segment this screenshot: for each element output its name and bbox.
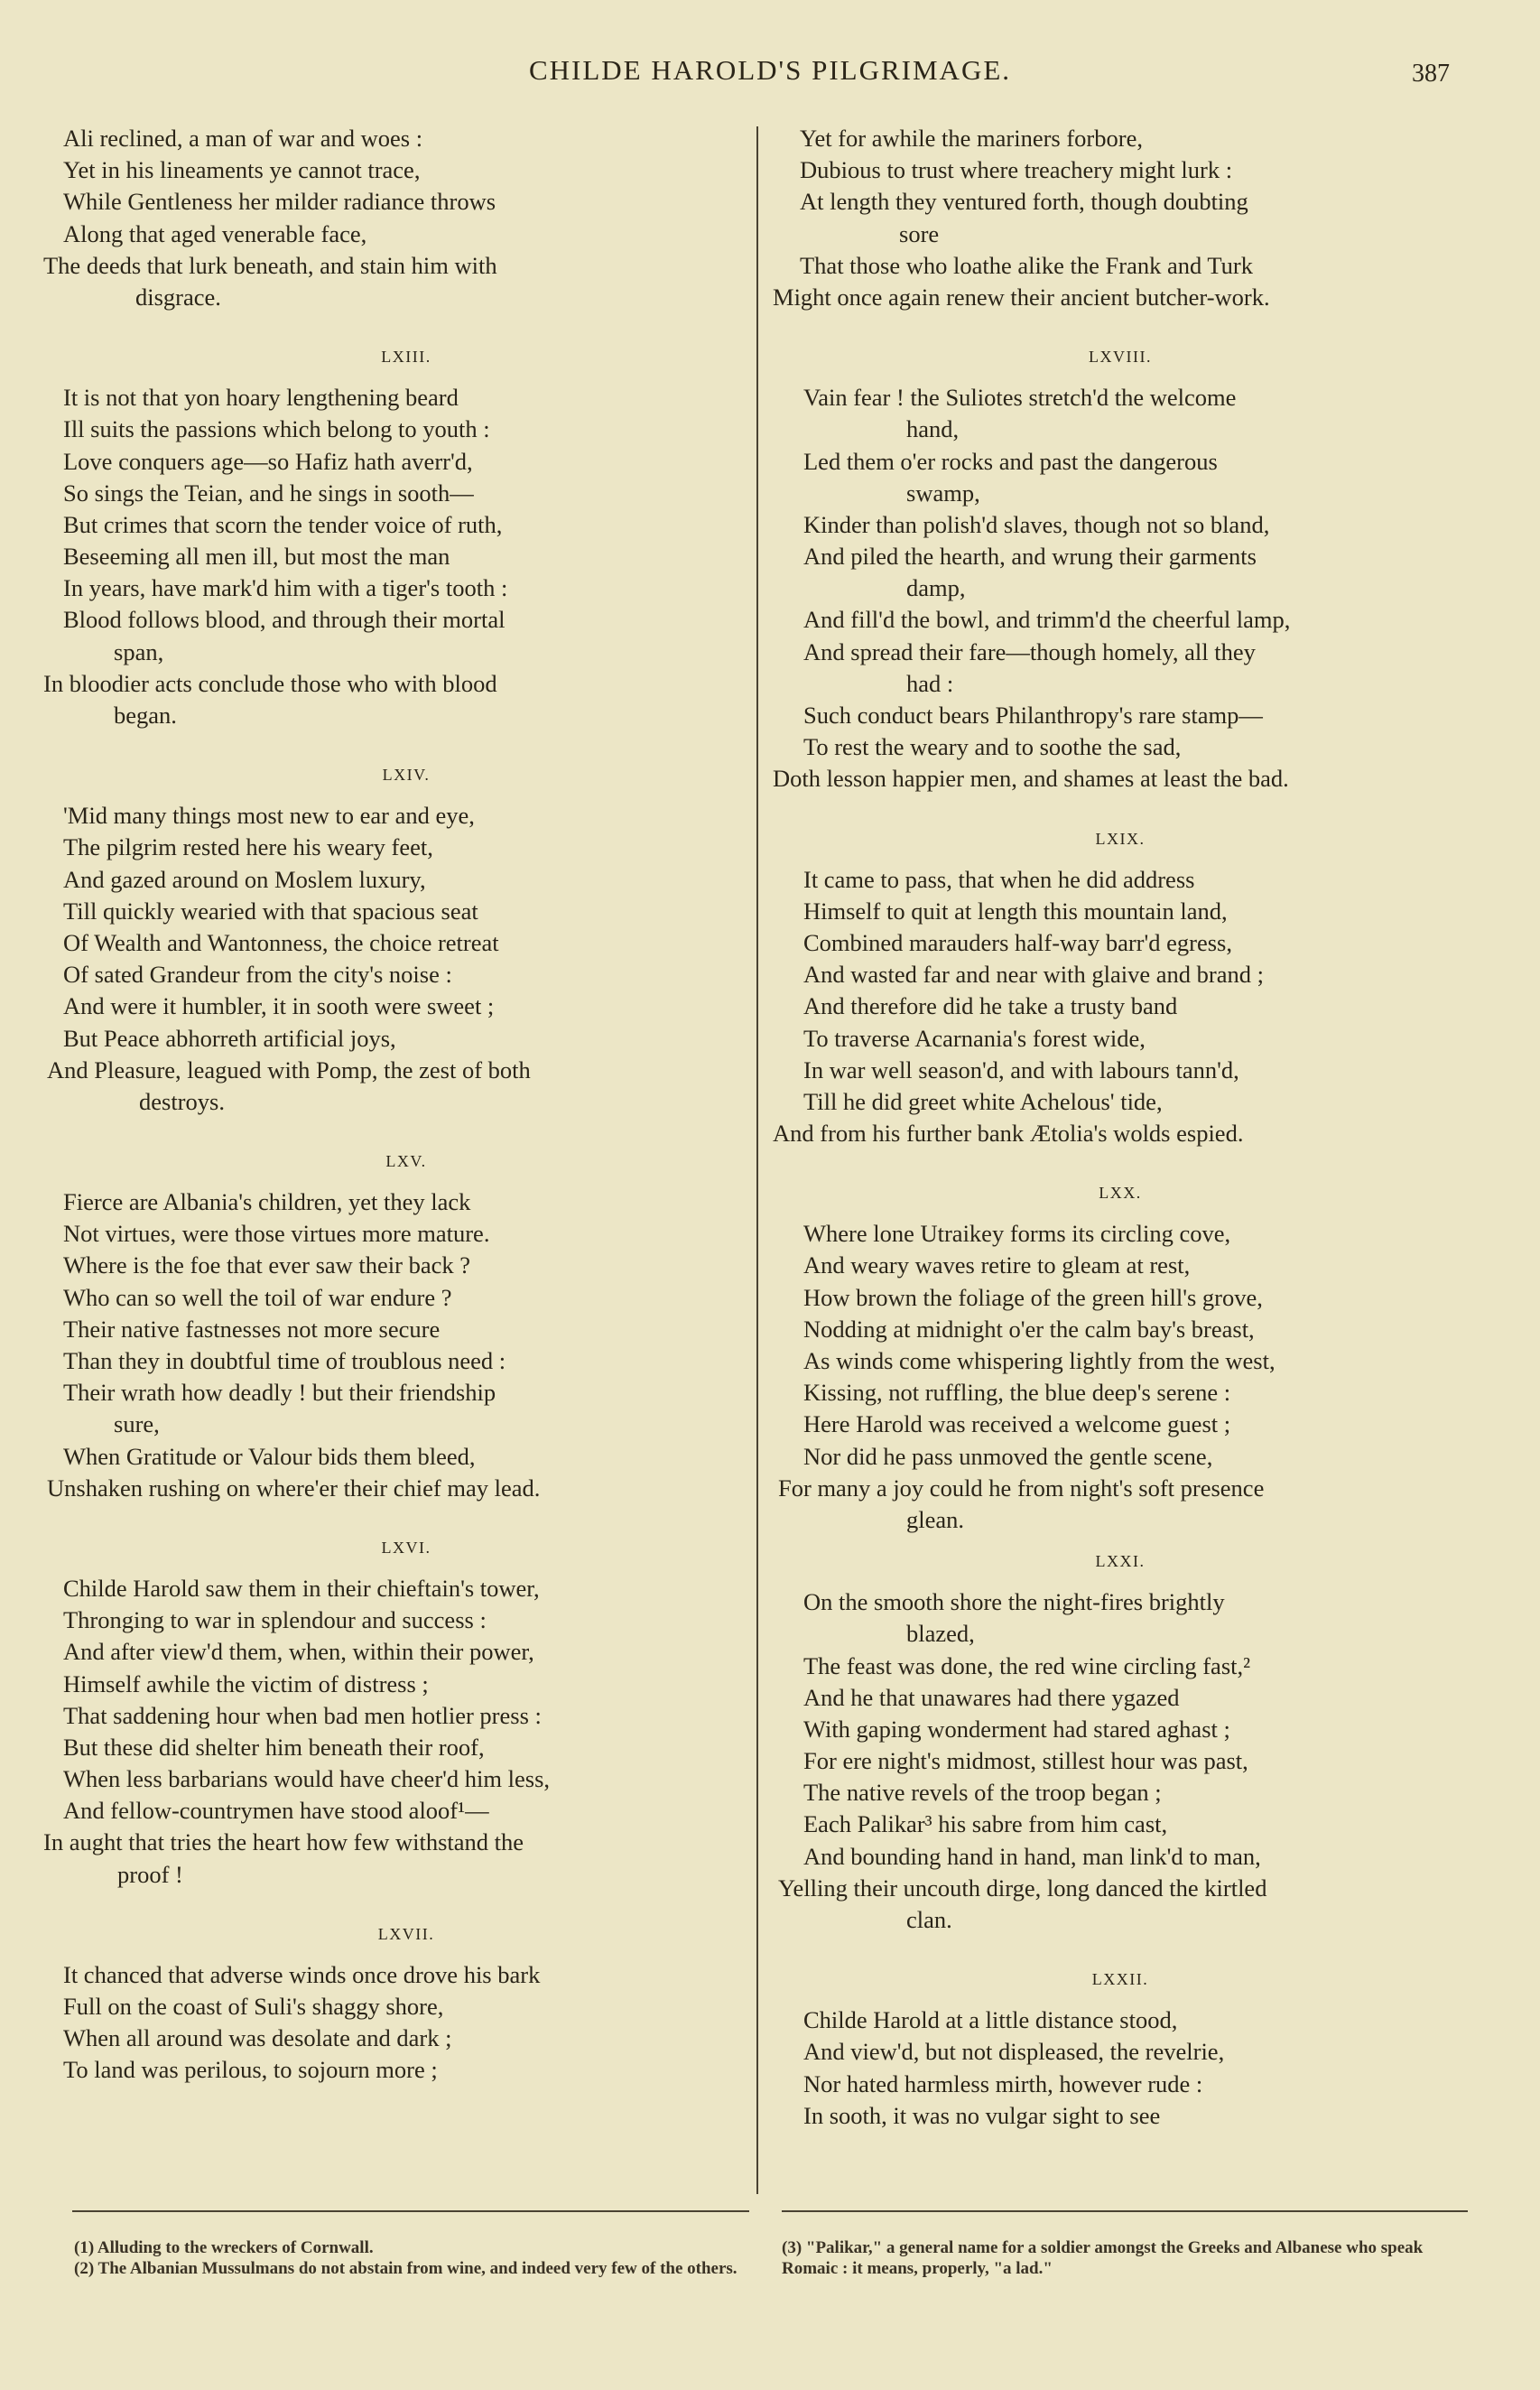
verse-line: Love conquers age—so Hafiz hath averr'd,	[63, 447, 473, 475]
verse-line: clan.	[906, 1906, 952, 1933]
verse-line: had :	[906, 669, 954, 697]
verse-line: Combined marauders half-way barr'd egress,	[803, 928, 1232, 956]
stanza-number: LXVIII.	[1089, 348, 1152, 367]
footnotes-left	[74, 2237, 760, 2279]
verse-line: For many a joy could he from night's soft presence	[778, 1474, 1265, 1502]
verse-line: To land was perilous, to sojourn more ;	[63, 2056, 438, 2084]
verse-line: proof !	[117, 1860, 183, 1888]
stanza-67	[63, 1959, 749, 2087]
verse-line: Not virtues, were those virtues more mature.	[63, 1220, 490, 1248]
verse-line: Full on the coast of Suli's shaggy shore,	[63, 1993, 444, 2020]
verse-line: Yelling their uncouth dirge, long danced the kirtled	[778, 1874, 1267, 1902]
verse-line: And fill'd the bowl, and trimm'd the cheerful lamp,	[803, 606, 1291, 634]
stanza-number: LXV.	[385, 1152, 427, 1171]
verse-line: And he that unawares had there ygazed	[803, 1683, 1180, 1711]
verse-line: It is not that yon hoary lengthening beard	[63, 384, 459, 412]
verse-line: And Pleasure, leagued with Pomp, the zest of both	[47, 1056, 531, 1083]
verse-line: Till he did greet white Achelous' tide,	[803, 1087, 1163, 1115]
verse-line: Their native fastnesses not more secure	[63, 1315, 441, 1343]
stanza-number: LXVI.	[381, 1538, 431, 1557]
verse-line: Each Palikar³ his sabre from him cast,	[803, 1810, 1168, 1838]
footnote-rule-right	[782, 2210, 1468, 2212]
stanza-number: LXIX.	[1095, 829, 1146, 848]
stanza-number: LXXI.	[1095, 1552, 1146, 1571]
verse-line: Of sated Grandeur from the city's noise :	[63, 961, 452, 989]
verse-line: Fierce are Albania's children, yet they lack	[63, 1188, 471, 1216]
verse-line: That saddening hour when bad men hotlier press :	[63, 1701, 542, 1729]
verse-line: Yet in his lineaments ye cannot trace,	[63, 156, 421, 184]
verse-line: Doth lesson happier men, and shames at least the bad.	[773, 765, 1289, 793]
verse-line: And after view'd them, when, within their power,	[63, 1638, 534, 1666]
verse-line: And therefore did he take a trusty band	[803, 992, 1178, 1020]
stanza-number: LXIII.	[381, 348, 431, 367]
verse-line: To traverse Acarnania's forest wide,	[803, 1024, 1146, 1052]
verse-line: Ali reclined, a man of war and woes :	[63, 125, 423, 152]
verse-line: destroys.	[139, 1087, 225, 1115]
verse-line: And weary waves retire to gleam at rest,	[803, 1251, 1191, 1279]
verse-line: And gazed around on Moslem luxury,	[63, 865, 426, 893]
verse-line: Himself awhile the victim of distress ;	[63, 1669, 429, 1697]
verse-line: Here Harold was received a welcome guest ;	[803, 1410, 1231, 1438]
verse-line: But Peace abhorreth artificial joys,	[63, 1024, 396, 1052]
column-divider	[756, 126, 758, 2194]
verse-line: Thronging to war in splendour and success :	[63, 1606, 487, 1634]
verse-line: Such conduct bears Philanthropy's rare stamp—	[803, 702, 1263, 729]
verse-line: And wasted far and near with glaive and brand ;	[803, 961, 1264, 989]
footnote-1: (1) Alluding to the wreckers of Cornwall.	[74, 2238, 374, 2257]
stanza-number: LXVII.	[377, 1924, 435, 1943]
verse-line: The pilgrim rested here his weary feet,	[63, 833, 433, 861]
verse-line: Kinder than polish'd slaves, though not so bland,	[803, 510, 1270, 538]
stanza-65	[47, 1186, 749, 1504]
verse-line: While Gentleness her milder radiance throws	[63, 188, 496, 216]
verse-line: In war well season'd, and with labours tann'd,	[803, 1056, 1239, 1083]
verse-line: Their wrath how deadly ! but their friendship	[63, 1379, 496, 1407]
verse-line: And view'd, but not displeased, the revelrie,	[803, 2038, 1225, 2066]
verse-line: It chanced that adverse winds once drove his bark	[63, 1960, 541, 1988]
right-column	[773, 123, 1468, 2132]
verse-line: hand,	[906, 415, 960, 443]
page-number: 387	[1412, 60, 1450, 88]
verse-line: The feast was done, the red wine circling fast,²	[803, 1651, 1251, 1679]
stanza-number: LXIV.	[382, 766, 431, 785]
verse-line: Might once again renew their ancient butcher-work.	[773, 283, 1270, 311]
stanza-66	[43, 1573, 749, 1891]
verse-line: And spread their fare—though homely, all they	[803, 637, 1256, 665]
verse-line: Till quickly wearied with that spacious seat	[63, 897, 478, 925]
verse-line: Dubious to trust where treachery might lurk :	[800, 156, 1233, 184]
left-column	[43, 123, 749, 2087]
verse-line: Beseeming all men ill, but most the man	[63, 543, 450, 571]
verse-line: Blood follows blood, and through their mortal	[63, 606, 506, 634]
stanza-63	[43, 382, 749, 731]
verse-line: As winds come whispering lightly from the west,	[803, 1347, 1276, 1374]
verse-line: So sings the Teian, and he sings in sooth—	[63, 479, 474, 507]
verse-line: That those who loathe alike the Frank and Turk	[800, 251, 1253, 279]
stanza-68	[773, 382, 1468, 795]
footnotes-right	[782, 2237, 1477, 2279]
stanza-number: LXX.	[1099, 1184, 1142, 1203]
verse-line: In bloodier acts conclude those who with blood	[43, 669, 497, 697]
verse-line: Led them o'er rocks and past the dangerous	[803, 447, 1218, 475]
verse-line: At length they ventured forth, though doubting	[800, 188, 1248, 216]
verse-line: In years, have mark'd him with a tiger's tooth :	[63, 574, 508, 602]
running-head-title: CHILDE HAROLD'S PILGRIMAGE.	[528, 54, 1012, 86]
verse-line: damp,	[906, 574, 966, 602]
stanza-70	[773, 1218, 1468, 1536]
verse-line: On the smooth shore the night-fires brightly	[803, 1588, 1225, 1616]
verse-line: Where lone Utraikey forms its circling cove,	[803, 1220, 1231, 1248]
verse-line: In sooth, it was no vulgar sight to see	[803, 2101, 1161, 2129]
stanza-64	[47, 800, 749, 1118]
verse-line: Vain fear ! the Suliotes stretch'd the welcome	[803, 384, 1237, 412]
right-intro-stanza	[773, 123, 1468, 313]
verse-line: How brown the foliage of the green hill's grove,	[803, 1283, 1263, 1311]
verse-line: span,	[114, 637, 164, 665]
verse-line: Of Wealth and Wantonness, the choice retreat	[63, 928, 499, 956]
verse-line: The deeds that lurk beneath, and stain him with	[43, 251, 497, 279]
verse-line: sure,	[114, 1410, 160, 1438]
verse-line: The native revels of the troop began ;	[803, 1779, 1162, 1807]
verse-line: disgrace.	[135, 283, 221, 311]
verse-line: For ere night's midmost, stillest hour was past,	[803, 1747, 1248, 1775]
verse-line: Than they in doubtful time of troublous need :	[63, 1347, 506, 1374]
verse-line: began.	[114, 702, 177, 729]
verse-line: Himself to quit at length this mountain land,	[803, 897, 1228, 925]
verse-line: With gaping wonderment had stared aghast ;	[803, 1715, 1230, 1743]
verse-line: Nor did he pass unmoved the gentle scene,	[803, 1442, 1213, 1470]
verse-line: Childe Harold at a little distance stood,	[803, 2006, 1178, 2034]
stanza-71	[773, 1586, 1468, 1936]
footnote-rule-left	[72, 2210, 749, 2212]
verse-line: swamp,	[906, 479, 980, 507]
verse-line: And were it humbler, it in sooth were sweet ;	[63, 992, 495, 1020]
verse-line: Nor hated harmless mirth, however rude :	[803, 2069, 1203, 2097]
verse-line: And from his further bank Ætolia's wolds espied.	[773, 1120, 1244, 1148]
verse-line: But these did shelter him beneath their roof,	[63, 1733, 485, 1761]
verse-line: And fellow-countrymen have stood aloof¹—	[63, 1797, 489, 1825]
stanza-72	[773, 2004, 1468, 2132]
verse-line: When all around was desolate and dark ;	[63, 2024, 452, 2052]
verse-line: In aught that tries the heart how few withstand the	[43, 1828, 524, 1856]
verse-line: And bounding hand in hand, man link'd to man,	[803, 1842, 1261, 1870]
verse-line: Unshaken rushing on where'er their chief may lead.	[47, 1474, 541, 1502]
verse-line: Along that aged venerable face,	[63, 219, 367, 247]
verse-line: Nodding at midnight o'er the calm bay's breast,	[803, 1315, 1255, 1343]
left-intro-stanza	[43, 123, 749, 313]
verse-line: Who can so well the toil of war endure ?	[63, 1283, 452, 1311]
verse-line: glean.	[906, 1505, 965, 1533]
stanza-number: LXXII.	[1091, 1970, 1149, 1989]
verse-line: Childe Harold saw them in their chieftain's tower,	[63, 1574, 540, 1602]
verse-line: Where is the foe that ever saw their back ?	[63, 1251, 471, 1279]
verse-line: Ill suits the passions which belong to youth :	[63, 415, 490, 443]
verse-line: And piled the hearth, and wrung their garments	[803, 543, 1257, 571]
verse-line: When less barbarians would have cheer'd him less,	[63, 1765, 551, 1793]
verse-line: To rest the weary and to soothe the sad,	[803, 733, 1182, 761]
verse-line: blazed,	[906, 1620, 975, 1648]
verse-line: When Gratitude or Valour bids them bleed,	[63, 1442, 476, 1470]
stanza-69	[773, 864, 1468, 1150]
verse-line: But crimes that scorn the tender voice of ruth,	[63, 510, 503, 538]
verse-line: Yet for awhile the mariners forbore,	[800, 125, 1143, 152]
footnote-3: (3) "Palikar," a general name for a soldier amongst the Greeks and Albanese who speak Romaic : it means, properly, "a lad."	[782, 2238, 1424, 2278]
footnote-2: (2) The Albanian Mussulmans do not abstain from wine, and indeed very few of the others.	[74, 2259, 738, 2278]
verse-line: Kissing, not ruffling, the blue deep's serene :	[803, 1379, 1231, 1407]
verse-line: sore	[899, 219, 940, 247]
verse-line: 'Mid many things most new to ear and eye,	[63, 802, 475, 830]
verse-line: It came to pass, that when he did address	[803, 865, 1195, 893]
